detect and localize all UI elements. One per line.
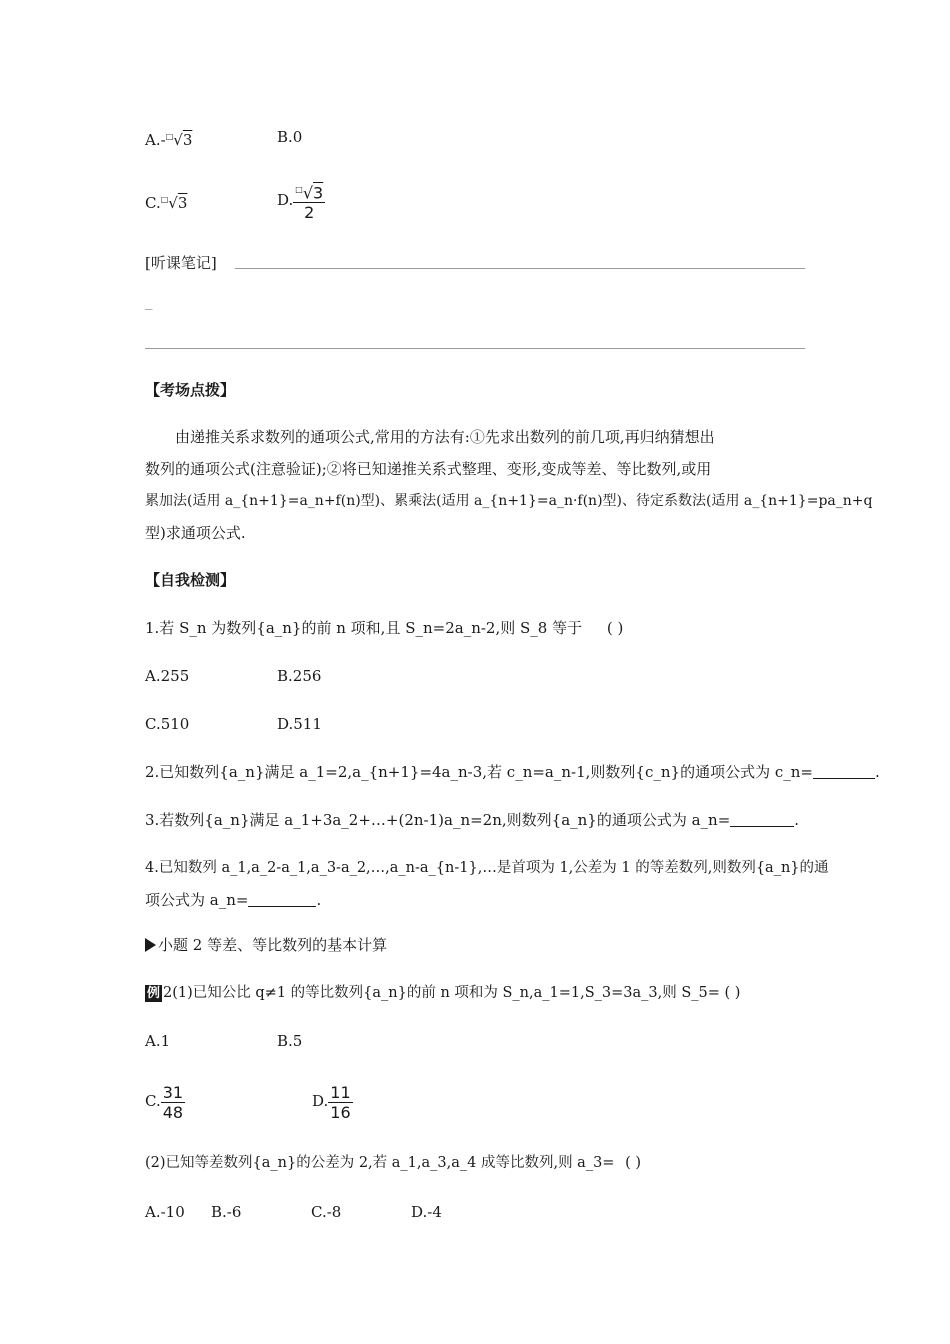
minus-sign: -	[160, 131, 166, 149]
option-label: A.	[145, 131, 161, 149]
option-label: B.	[277, 128, 293, 146]
q2-text: 2.已知数列{a_n}满足 a_1=2,a_{n+1}=4a_n-3,若 c_n=a_n-1,则数列{c_n}的通项公式为 c_n=	[145, 763, 813, 781]
ex1-option-a: A.1	[145, 1032, 171, 1050]
numerator: 11	[330, 1082, 351, 1102]
q2: 2.已知数列{a_n}满足 a_1=2,a_{n+1}=4a_n-3,若 c_n=a_n-1,则数列{c_n}的通项公式为 c_n= .	[145, 763, 880, 781]
q1-text: 1.若 S_n 为数列{a_n}的前 n 项和,且 S_n=2a_n-2,则 S_8 等于	[145, 619, 583, 637]
q1-option-d: D.511	[277, 715, 322, 733]
tips-line-2: 数列的通项公式(注意验证);②将已知递推关系式整理、变形,变成等差、等比数列,或用	[145, 460, 712, 478]
ex2-option-c: C.-8	[311, 1203, 342, 1221]
numerator: 31	[162, 1082, 184, 1102]
option-label: C.	[145, 194, 161, 212]
ex2-option-d: D.-4	[411, 1203, 442, 1221]
q1-option-a: A.255	[145, 667, 190, 685]
answer-blank	[813, 778, 875, 779]
answer-paren: ( )	[625, 1155, 641, 1171]
option-b	[277, 127, 302, 147]
q4-line-1: 4.已知数列 a_1,a_2-a_1,a_3-a_2,…,a_n-a_{n-1},…是首项为 1,公差为 1 的等差数列,则数列{a_n}的通	[145, 860, 829, 876]
option-c: C.□√3	[145, 194, 188, 212]
option-label: C.	[145, 1092, 161, 1110]
q1-stem	[145, 618, 623, 638]
q4-line-2: 项公式为 a_n= .	[145, 891, 322, 909]
ex2-stem	[145, 1153, 641, 1173]
option-value: 0	[292, 128, 303, 146]
topic2-title	[145, 935, 387, 955]
q1-option-b: B.256	[277, 667, 322, 685]
answer-paren: ( )	[724, 985, 741, 1001]
q4-text: 项公式为 a_n=	[145, 891, 249, 909]
radicand: 3	[313, 183, 324, 203]
denominator: 48	[162, 1102, 184, 1122]
ex1-stem	[145, 983, 740, 1003]
radicand: 3	[177, 194, 188, 212]
root-index: □	[295, 184, 303, 194]
tips-line-3: 累加法(适用 a_{n+1}=a_n+f(n)型)、累乘法(适用 a_{n+1}=a_n·f(n)型)、待定系数法(适用 a_{n+1}=pa_n+q	[145, 493, 873, 509]
option-d	[277, 176, 325, 224]
notes-line-2	[145, 348, 805, 349]
fraction	[161, 1083, 185, 1122]
notes-label: [听课笔记]	[145, 254, 217, 272]
fraction	[328, 1083, 352, 1122]
fraction: $\frac{^□√3}{2}$	[295, 183, 324, 223]
option-label: D.	[277, 191, 294, 209]
triangle-marker-icon	[145, 938, 156, 952]
tips-line-4: 型)求通项公式.	[145, 524, 246, 542]
answer-blank	[730, 826, 794, 827]
radicand: 3	[182, 131, 193, 149]
denominator: 2	[293, 202, 325, 222]
ex1-option-d	[312, 1078, 353, 1124]
self-check-heading: 【自我检测】	[145, 571, 236, 589]
q3: 3.若数列{a_n}满足 a_1+3a_2+…+(2n-1)a_n=2n,则数列{a_n}的通项公式为 a_n= .	[145, 811, 800, 829]
topic2-title-text: 小题 2 等差、等比数列的基本计算	[158, 936, 388, 954]
tips-heading: 【考场点拨】	[145, 381, 236, 399]
notes-dash: _	[145, 292, 153, 310]
ex2-option-a: A.-10	[145, 1203, 185, 1221]
root-index: □	[165, 132, 174, 141]
q3-text: 3.若数列{a_n}满足 a_1+3a_2+…+(2n-1)a_n=2n,则数列{a_n}的通项公式为 a_n=	[145, 811, 731, 829]
answer-paren: ( )	[606, 619, 624, 637]
q1-option-c: C.510	[145, 715, 190, 733]
ex2-text: (2)已知等差数列{a_n}的公差为 2,若 a_1,a_3,a_4 成等比数列,则 a_3=	[145, 1155, 615, 1171]
option-label: D.	[312, 1092, 329, 1110]
option-a: A.-□√3	[145, 131, 193, 149]
answer-blank	[248, 906, 316, 907]
root-index: □	[160, 195, 169, 204]
tips-line-1: 由递推关系求数列的通项公式,常用的方法有:①先求出数列的前几项,再归纳猜想出	[175, 428, 715, 446]
ex1-option-b: B.5	[277, 1032, 303, 1050]
ex2-option-b: B.-6	[211, 1203, 242, 1221]
notes-line-1	[235, 268, 805, 269]
ex1-option-c	[145, 1078, 185, 1124]
example-badge: 例	[147, 986, 161, 1001]
denominator: 16	[330, 1102, 351, 1122]
ex1-text: 2(1)已知公比 q≠1 的等比数列{a_n}的前 n 项和为 S_n,a_1=1,S_3=3a_3,则 S_5=	[163, 985, 720, 1001]
